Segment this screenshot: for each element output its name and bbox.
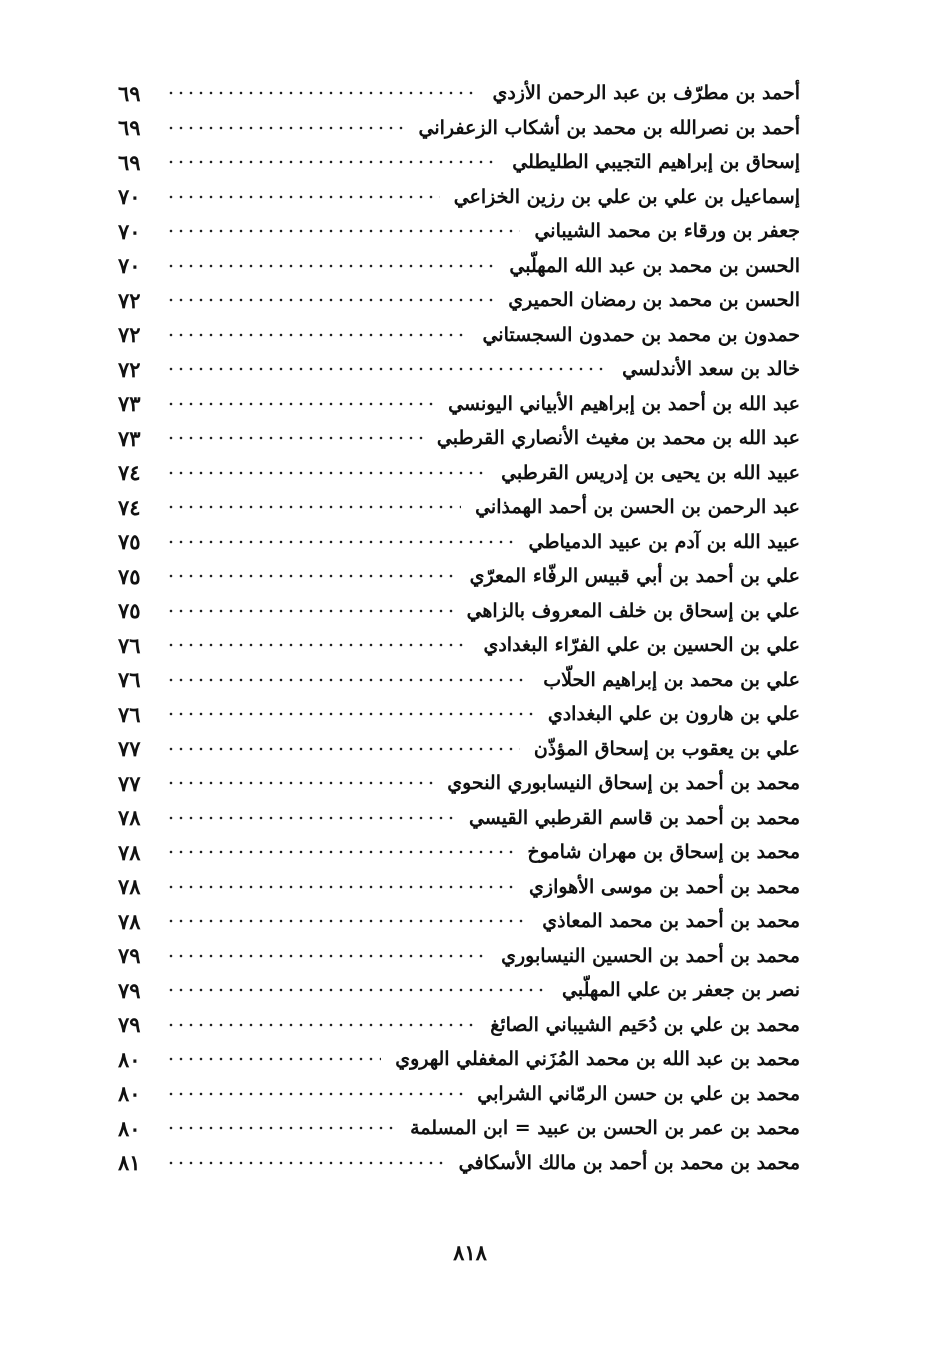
toc-entry xyxy=(118,1077,800,1112)
toc-page-number: ٧٠ xyxy=(118,184,141,210)
dot-leader xyxy=(166,738,520,760)
dot-leader xyxy=(166,324,468,346)
toc-entry-name: محمد بن عبد الله بن محمد المُزَني المغفلي الهروي xyxy=(395,1048,800,1071)
toc-page-number: ٦٩ xyxy=(118,80,141,106)
toc-entry-name: علي بن هارون بن علي البغدادي xyxy=(547,703,800,726)
toc-entry xyxy=(118,870,800,905)
toc-entry-name: الحسن بن محمد بن عبد الله المهلّبي xyxy=(509,254,800,277)
toc-page-number: ٧٣ xyxy=(118,391,141,417)
dot-leader xyxy=(166,1152,445,1174)
dot-leader xyxy=(166,151,498,173)
toc-entry xyxy=(118,249,800,284)
toc-page-number: ٧٨ xyxy=(118,874,141,900)
toc-entry xyxy=(118,145,800,180)
toc-page-number: ٧٥ xyxy=(118,529,141,555)
toc-entry-name: محمد بن علي بن حسن الرمّاني الشرابي xyxy=(477,1082,800,1105)
toc-page-number: ٧٩ xyxy=(118,1012,141,1038)
toc-entry xyxy=(118,214,800,249)
dot-leader xyxy=(166,600,453,622)
toc-entry-name: محمد بن أحمد بن إسحاق النيسابوري النحوي xyxy=(447,772,800,795)
toc-entry xyxy=(118,835,800,870)
toc-entry xyxy=(118,1146,800,1181)
toc-entry-name: علي بن الحسين بن علي الفرّاء البغدادي xyxy=(483,634,800,657)
toc-entry xyxy=(118,318,800,353)
toc-entry-name: خالد بن سعد الأندلسي xyxy=(622,358,800,381)
dot-leader xyxy=(166,669,529,691)
toc-entry xyxy=(118,283,800,318)
toc-entry-name: نصر بن جعفر بن علي المهلّبي xyxy=(562,979,800,1002)
toc-entry xyxy=(118,387,800,422)
toc-entry-name: الحسن بن محمد بن رمضان الحميري xyxy=(508,289,800,312)
toc-entry xyxy=(118,1008,800,1043)
dot-leader xyxy=(166,1014,476,1036)
dot-leader xyxy=(166,496,461,518)
dot-leader xyxy=(166,117,405,139)
toc-entry-name: علي بن أحمد بن أبي قبيس الرفّاء المعرّي xyxy=(469,565,800,588)
toc-page-number: ٧٩ xyxy=(118,943,141,969)
toc-entry xyxy=(118,352,800,387)
toc-entry xyxy=(118,490,800,525)
toc-page-number: ٧٢ xyxy=(118,322,141,348)
toc-entry-name: أحمد بن نصرالله بن محمد بن أشكاب الزعفراني xyxy=(418,116,800,139)
dot-leader xyxy=(166,1048,381,1070)
toc-page-number: ٨٠ xyxy=(118,1081,141,1107)
dot-leader xyxy=(166,462,487,484)
toc-page-number: ٧٦ xyxy=(118,701,141,727)
toc-entry xyxy=(118,559,800,594)
toc-entry-name: علي بن محمد بن إبراهيم الحلّاب xyxy=(543,668,800,691)
toc-page-number: ٦٩ xyxy=(118,149,141,175)
dot-leader xyxy=(166,772,433,794)
toc-entry-name: محمد بن محمد بن أحمد بن مالك الأسكافي xyxy=(458,1151,800,1174)
dot-leader xyxy=(166,289,494,311)
toc-entry xyxy=(118,628,800,663)
dot-leader xyxy=(166,82,478,104)
toc-entry xyxy=(118,904,800,939)
toc-entry-name: أحمد بن مطرّف بن عبد الرحمن الأزدي xyxy=(492,82,800,105)
toc-entry-name: عبد الرحمن بن الحسن بن أحمد الهمذاني xyxy=(475,496,800,519)
toc-entry-name: جعفر بن ورقاء بن محمد الشيباني xyxy=(534,220,800,243)
toc-entry xyxy=(118,939,800,974)
toc-entry xyxy=(118,1042,800,1077)
toc-entry xyxy=(118,180,800,215)
toc-entry xyxy=(118,663,800,698)
toc-entry-name: عبد الله بن محمد بن مغيث الأنصاري القرطبي xyxy=(436,427,800,450)
toc-page-number: ٧٦ xyxy=(118,667,141,693)
dot-leader xyxy=(166,255,495,277)
dot-leader xyxy=(166,393,434,415)
dot-leader xyxy=(166,1117,396,1139)
toc-entry xyxy=(118,456,800,491)
toc-page-number: ٨١ xyxy=(118,1150,141,1176)
dot-leader xyxy=(166,565,456,587)
dot-leader xyxy=(166,807,455,829)
toc-entry xyxy=(118,594,800,629)
dot-leader xyxy=(166,186,440,208)
toc-page-number: ٧٠ xyxy=(118,253,141,279)
toc-entry-name: محمد بن إسحاق بن مهران شاموخ xyxy=(527,841,800,864)
toc-entry xyxy=(118,111,800,146)
dot-leader xyxy=(166,358,608,380)
dot-leader xyxy=(166,979,548,1001)
dot-leader xyxy=(166,427,423,449)
dot-leader xyxy=(166,220,520,242)
dot-leader xyxy=(166,1083,463,1105)
toc-entry-name: محمد بن أحمد بن محمد المعاذي xyxy=(542,910,800,933)
toc-page-number: ٧٢ xyxy=(118,287,141,313)
toc-entry-name: علي بن يعقوب بن إسحاق المؤذّن xyxy=(533,737,800,760)
toc-page-number: ٧٤ xyxy=(118,460,141,486)
toc-page-number: ٦٩ xyxy=(118,115,141,141)
toc-page-number: ٧٤ xyxy=(118,494,141,520)
toc-entry xyxy=(118,697,800,732)
page-number: ٨١٨ xyxy=(453,1240,487,1265)
table-of-contents xyxy=(118,76,800,1180)
toc-page-number: ٧٨ xyxy=(118,805,141,831)
toc-entry-name: إسحاق بن إبراهيم التجيبي الطليطلي xyxy=(512,151,800,174)
toc-page-number: ٧٩ xyxy=(118,977,141,1003)
toc-entry-name: عبيد الله بن يحيى بن إدريس القرطبي xyxy=(501,461,800,484)
toc-page-number: ٧٨ xyxy=(118,839,141,865)
toc-entry-name: حمدون بن محمد بن حمدون السجستاني xyxy=(482,323,800,346)
dot-leader xyxy=(166,531,515,553)
toc-entry-name: عبد الله بن أحمد بن إبراهيم الأبياني اليونسي xyxy=(448,392,800,415)
dot-leader xyxy=(166,945,487,967)
dot-leader xyxy=(166,703,534,725)
toc-page-number: ٧٥ xyxy=(118,563,141,589)
toc-page-number: ٧٦ xyxy=(118,632,141,658)
toc-entry xyxy=(118,732,800,767)
toc-entry xyxy=(118,525,800,560)
dot-leader xyxy=(166,910,528,932)
toc-entry-name: علي بن إسحاق بن خلف المعروف بالزاهي xyxy=(466,599,800,622)
toc-entry-name: إسماعيل بن علي بن علي بن رزين الخزاعي xyxy=(453,185,800,208)
toc-entry xyxy=(118,76,800,111)
toc-page-number: ٧٣ xyxy=(118,425,141,451)
toc-entry-name: محمد بن أحمد بن الحسين النيسابوري xyxy=(501,944,800,967)
toc-page-number: ٧٢ xyxy=(118,356,141,382)
toc-entry xyxy=(118,421,800,456)
toc-entry xyxy=(118,1111,800,1146)
toc-page-number: ٧٧ xyxy=(118,736,141,762)
toc-entry xyxy=(118,801,800,836)
dot-leader xyxy=(166,876,515,898)
toc-entry-name: محمد بن عمر بن الحسن بن عبيد = ابن المسلمة xyxy=(410,1117,800,1140)
toc-entry-name: محمد بن أحمد بن موسى الأهوازي xyxy=(529,875,800,898)
toc-page-number: ٧٧ xyxy=(118,770,141,796)
toc-entry xyxy=(118,973,800,1008)
dot-leader xyxy=(166,634,469,656)
toc-entry xyxy=(118,766,800,801)
toc-page-number: ٨٠ xyxy=(118,1046,141,1072)
toc-entry-name: محمد بن علي بن دُحَيم الشيباني الصائغ xyxy=(490,1013,800,1036)
toc-page-number: ٧٠ xyxy=(118,218,141,244)
toc-page-number: ٧٥ xyxy=(118,598,141,624)
toc-page-number: ٨٠ xyxy=(118,1115,141,1141)
toc-page-number: ٧٨ xyxy=(118,908,141,934)
dot-leader xyxy=(166,841,513,863)
toc-entry-name: محمد بن أحمد بن قاسم القرطبي القيسي xyxy=(468,806,800,829)
toc-entry-name: عبيد الله بن آدم بن عبيد الدمياطي xyxy=(528,530,800,553)
